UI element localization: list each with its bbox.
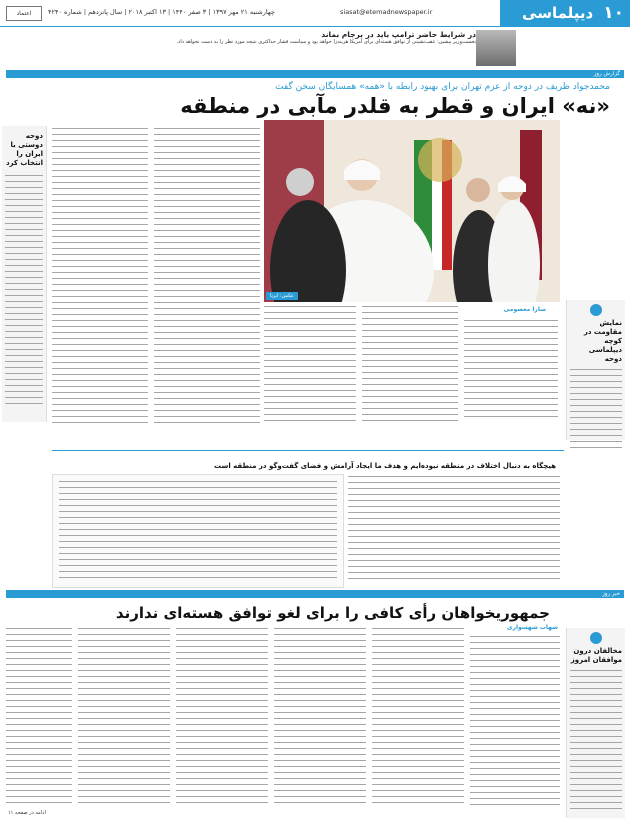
bottom-headline: جمهوریخواهان رأی کافی را برای لغو توافق هسته‌ای ندارند xyxy=(115,604,550,622)
sidebar-avatar-icon xyxy=(590,304,602,316)
right-sidebar xyxy=(566,300,625,440)
bottom-sidebar-text xyxy=(570,670,622,810)
mid-headline: هیچگاه به دنبال اختلاف در منطقه نبوده‌ایم و هدف ما ایجاد آرامش و فضای گفت‌وگو در منطقه است xyxy=(214,462,556,470)
bottom-column-5 xyxy=(78,628,170,808)
mid-divider xyxy=(52,450,564,451)
mid-story-text-right xyxy=(348,476,560,584)
bottom-column-1 xyxy=(470,636,560,808)
left-sidebar-text xyxy=(5,175,43,405)
top-section-bar xyxy=(6,70,624,78)
top-headline: «نه» ایران و قطر به قلدر مآبی در منطقه xyxy=(180,94,610,118)
byline-1: سارا معصومی xyxy=(503,306,546,313)
section-tag xyxy=(500,0,630,26)
teaser-body: نخست‌وزیر پیشین: عقب‌نشینی از توافق هسته‌ای برای آمریکا هزینه‌زا خواهد بود و سیاست فشار حداکثری نتیجه مورد نظر را به دست نخواهد داد. xyxy=(176,39,476,45)
right-sidebar-title: نمایش مقاومت در کوچه دیپلماسی دوحه xyxy=(583,319,622,363)
top-story-column-1 xyxy=(464,320,558,422)
bottom-sidebar-icon xyxy=(590,632,602,644)
website[interactable]: siasat@etemadnewspaper.ir xyxy=(340,8,433,16)
continued-note[interactable]: ادامه در صفحه ۱۱ xyxy=(8,810,46,816)
bottom-section-bar xyxy=(6,590,624,598)
top-story-column-2b xyxy=(264,306,356,422)
teaser xyxy=(6,30,476,70)
bottom-sidebar xyxy=(566,628,625,818)
mid-quote-text xyxy=(59,481,337,579)
top-story-column-2a xyxy=(362,306,458,422)
main-photo xyxy=(264,120,560,302)
newspaper-logo: اعتماد xyxy=(6,6,42,21)
dateline: چهارشنبه ۲۱ مهر ۱۳۹۷ | ۳ صفر ۱۴۴۰ | ۱۳ اکتبر ۲۰۱۸ | سال پانزدهم | شماره ۴۲۴۰ xyxy=(48,8,275,16)
photo-caption: عکس: ایرنا xyxy=(266,292,298,300)
page-number: ۱۰ xyxy=(603,3,624,23)
section-name: دیپلماسی xyxy=(522,4,594,22)
bottom-byline: شهاب شهسواری xyxy=(507,624,558,631)
mid-quote-box xyxy=(52,474,344,588)
top-section-label: گزارش روز xyxy=(593,71,620,77)
bottom-sidebar-title: مخالفان درون موافقان امروز xyxy=(570,647,622,664)
bottom-column-2 xyxy=(372,628,464,808)
teaser-photo xyxy=(476,30,516,66)
bottom-column-6 xyxy=(6,628,72,804)
teaser-title: در شرایط حاضر ترامپ باید در برجام بماند xyxy=(321,30,476,39)
top-kicker: محمدجواد ظریف در دوحه از عزم تهران برای بهبود رابطه با «همه» همسایگان سخن گفت xyxy=(275,82,610,92)
right-sidebar-text xyxy=(570,369,622,449)
left-sidebar xyxy=(2,126,47,422)
photo-scene xyxy=(264,120,560,302)
bottom-column-4 xyxy=(176,628,268,808)
bottom-column-3 xyxy=(274,628,366,808)
bottom-section-label: خبر روز xyxy=(602,591,620,597)
top-story-column-3 xyxy=(154,128,260,424)
top-story-column-4 xyxy=(52,128,148,424)
left-sidebar-title: دوحه دوستی با ایران را انتخاب کرد xyxy=(5,132,43,167)
